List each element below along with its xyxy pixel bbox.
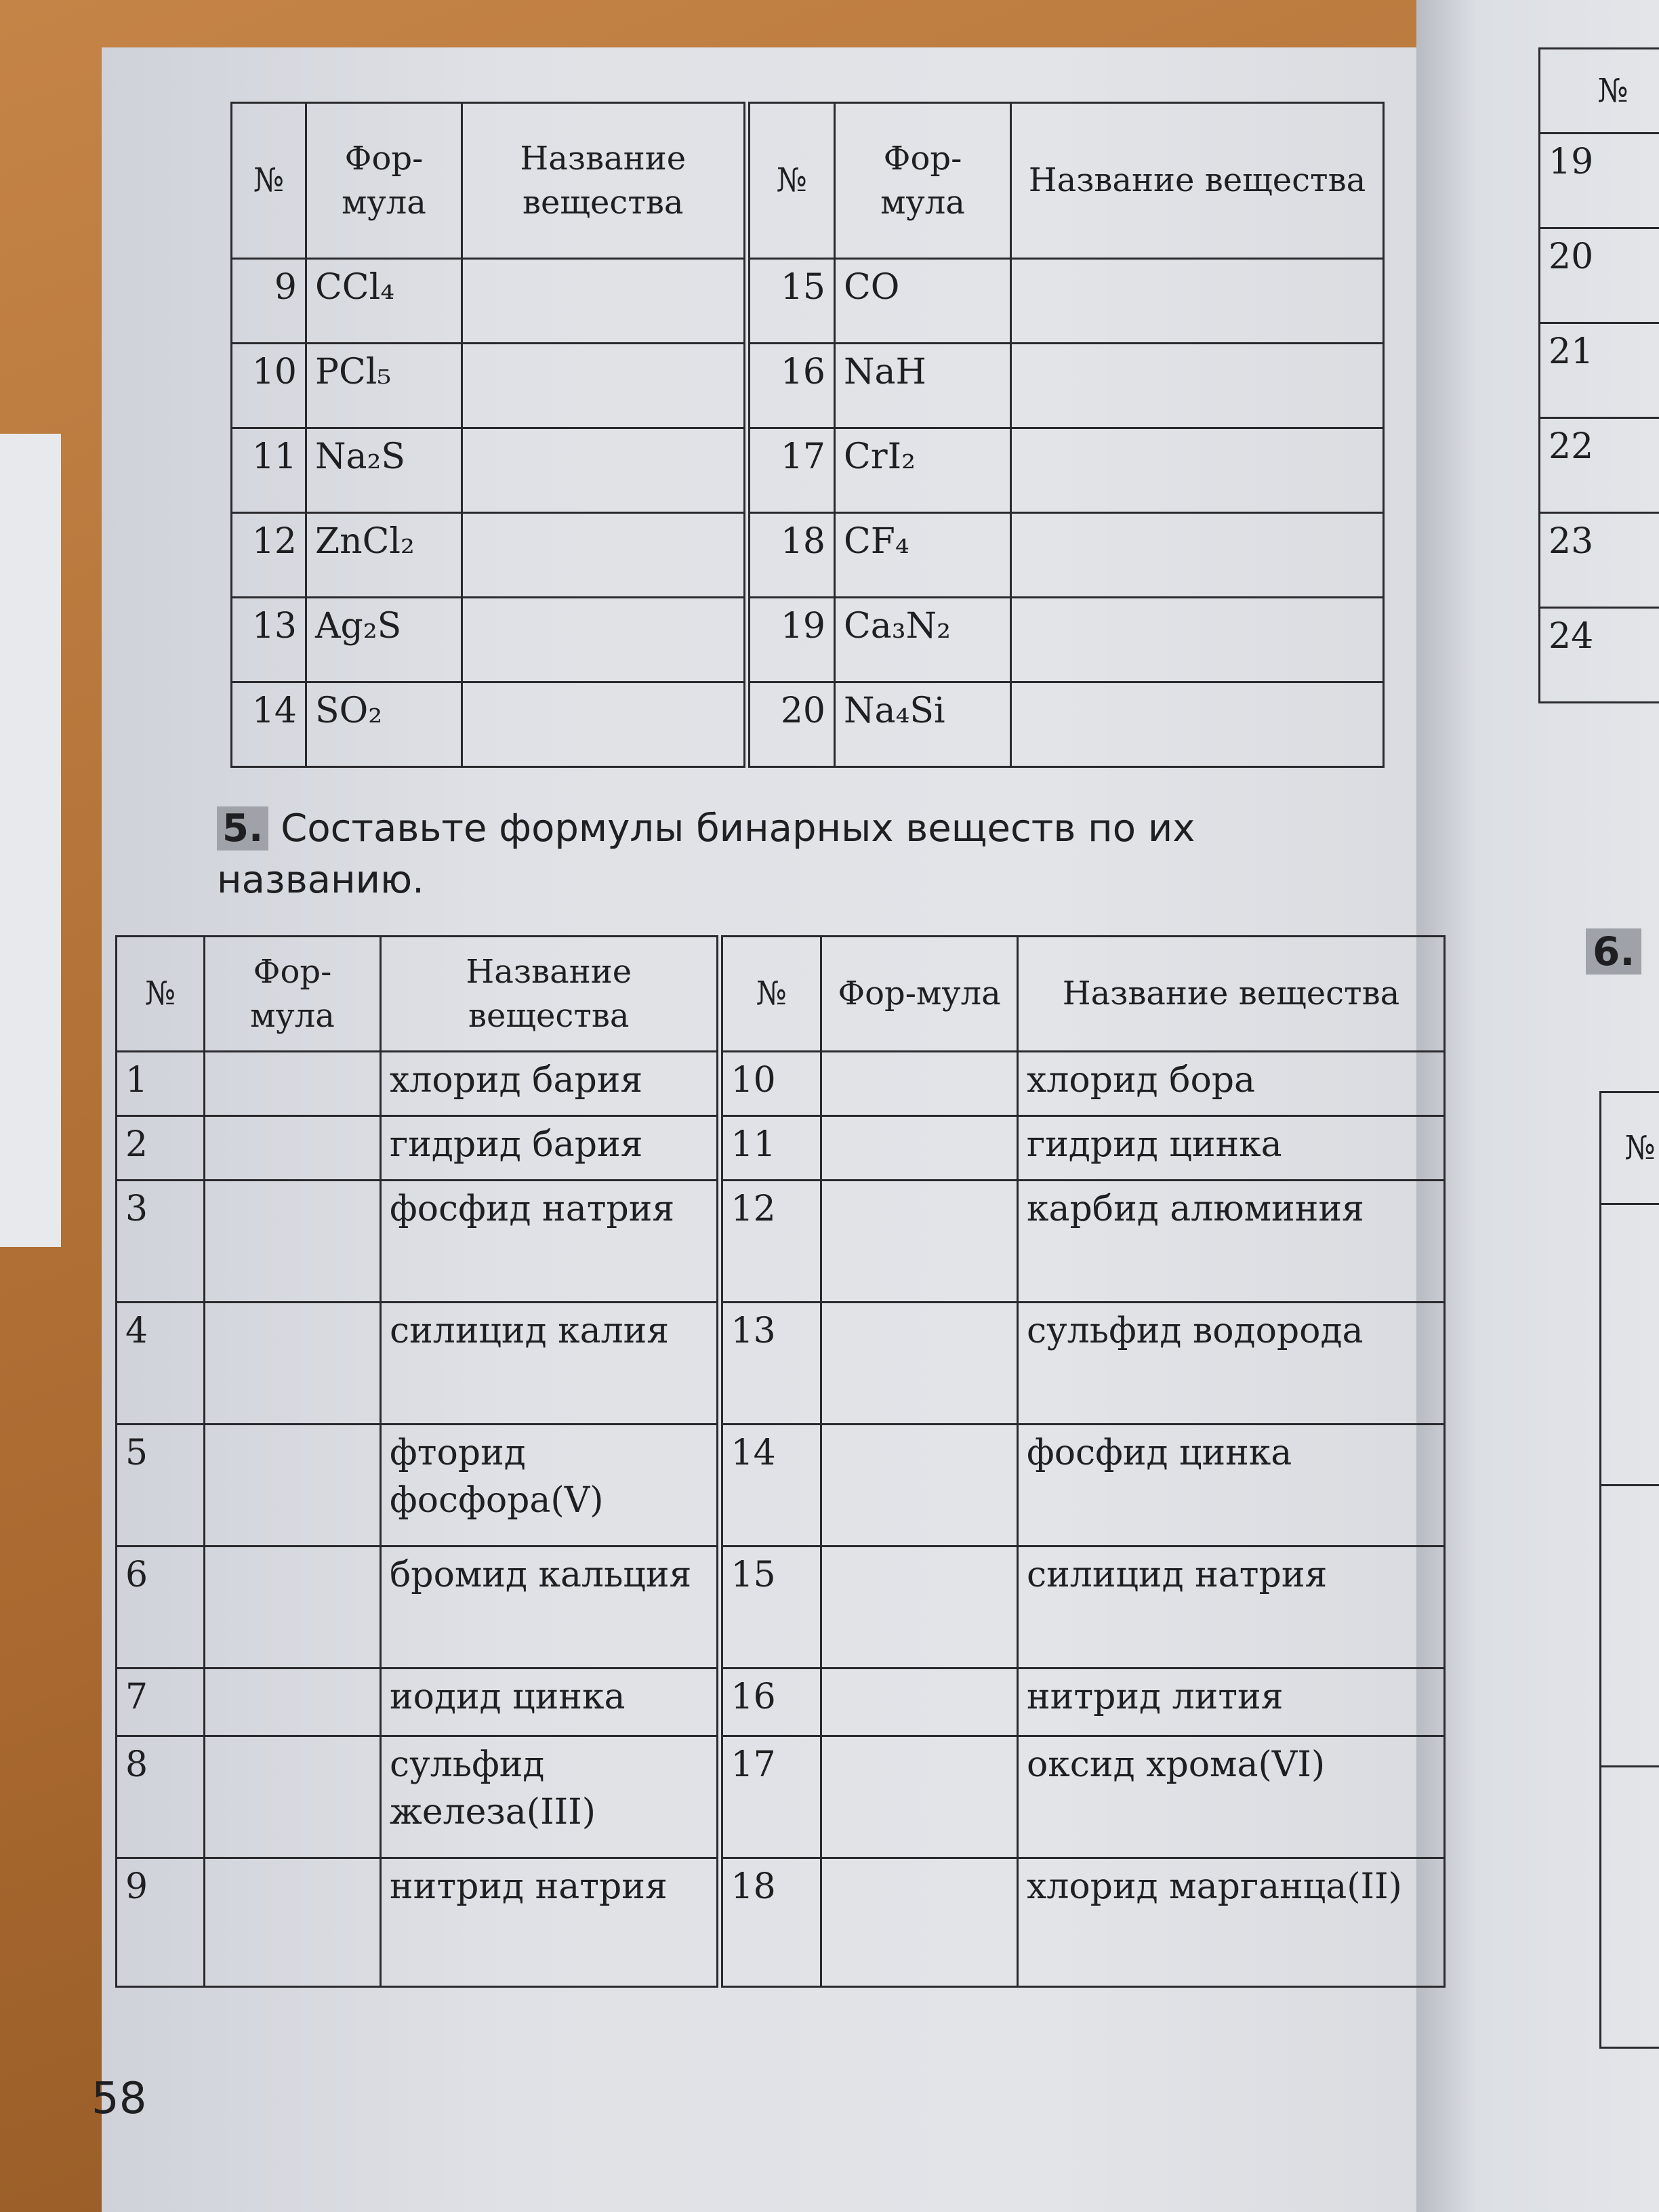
row-number: 20: [747, 682, 835, 767]
formula-cell: Na₄Si: [835, 682, 1011, 767]
row-number: 16: [720, 1668, 821, 1736]
row-number: 19: [747, 598, 835, 682]
answer-cell[interactable]: [462, 682, 747, 767]
answer-cell[interactable]: [1011, 598, 1384, 682]
formula-cell: NaH: [835, 344, 1011, 428]
row-number: 17: [747, 428, 835, 513]
answer-cell[interactable]: [821, 1547, 1018, 1668]
task-6-number: 6.: [1586, 928, 1641, 975]
header-substance-name: Название вещества: [462, 103, 747, 259]
substance-name: бромид кальция: [381, 1547, 720, 1668]
substance-name: сульфид водорода: [1018, 1303, 1445, 1425]
formula-cell: ZnCl₂: [306, 513, 462, 598]
row-number: 5: [117, 1425, 205, 1547]
answer-cell[interactable]: [1011, 682, 1384, 767]
substance-name: хлорид бария: [381, 1052, 720, 1116]
answer-cell[interactable]: [821, 1668, 1018, 1736]
answer-cell[interactable]: [462, 428, 747, 513]
answer-cell[interactable]: [205, 1547, 381, 1668]
row-number: 17: [720, 1736, 821, 1858]
header-formula: Фор-мула: [821, 937, 1018, 1052]
header-number: №: [720, 937, 821, 1052]
right-table-number: 21: [1540, 323, 1659, 418]
right-table-number: 19: [1540, 134, 1659, 228]
answer-cell[interactable]: [821, 1425, 1018, 1547]
formula-cell: SO₂: [306, 682, 462, 767]
formula-cell: Ag₂S: [306, 598, 462, 682]
right-table-number: 22: [1540, 418, 1659, 513]
answer-cell[interactable]: [205, 1181, 381, 1303]
answer-cell[interactable]: [1011, 428, 1384, 513]
right-table-number: 24: [1540, 608, 1659, 703]
row-number: 15: [720, 1547, 821, 1668]
row-number: 16: [747, 344, 835, 428]
table-row: [232, 344, 1384, 428]
formula-to-name-table: [230, 102, 1385, 768]
table-row: [117, 1736, 1445, 1858]
answer-cell[interactable]: [205, 1303, 381, 1425]
table-row: [232, 428, 1384, 513]
answer-cell[interactable]: [821, 1181, 1018, 1303]
right-table-header: №: [1540, 49, 1659, 134]
row-number: 3: [117, 1181, 205, 1303]
formula-cell: PCl₅: [306, 344, 462, 428]
answer-cell[interactable]: [821, 1116, 1018, 1181]
substance-name: гидрид бария: [381, 1116, 720, 1181]
page-number: 58: [91, 2074, 147, 2124]
row-number: 10: [232, 344, 306, 428]
answer-cell[interactable]: [205, 1736, 381, 1858]
right-table-number: 23: [1540, 513, 1659, 608]
table-row: [232, 598, 1384, 682]
table-row: [232, 513, 1384, 598]
right-partial-header: №: [1601, 1092, 1659, 1204]
header-formula: Фор-мула: [306, 103, 462, 259]
answer-cell[interactable]: [462, 513, 747, 598]
answer-cell[interactable]: [205, 1116, 381, 1181]
row-number: 13: [232, 598, 306, 682]
row-number: 11: [232, 428, 306, 513]
formula-cell: CrI₂: [835, 428, 1011, 513]
header-formula: Фор-мула: [205, 937, 381, 1052]
row-number: 11: [720, 1116, 821, 1181]
answer-cell[interactable]: [205, 1858, 381, 1987]
task-5-number: 5.: [217, 806, 268, 851]
header-substance-name: Название вещества: [381, 937, 720, 1052]
answer-cell[interactable]: [205, 1425, 381, 1547]
row-number: 18: [747, 513, 835, 598]
substance-name: фосфид натрия: [381, 1181, 720, 1303]
row-number: 12: [720, 1181, 821, 1303]
answer-cell[interactable]: [462, 344, 747, 428]
row-number: 1: [117, 1052, 205, 1116]
row-number: 14: [232, 682, 306, 767]
task-5-prompt: [217, 803, 1382, 905]
answer-cell[interactable]: [1011, 513, 1384, 598]
header-number: №: [232, 103, 306, 259]
substance-name: силицид калия: [381, 1303, 720, 1425]
answer-cell[interactable]: [821, 1858, 1018, 1987]
table-row: [117, 1052, 1445, 1116]
textbook-page-right: [1416, 0, 1659, 2212]
formula-cell: Ca₃N₂: [835, 598, 1011, 682]
table-row: [117, 1858, 1445, 1987]
answer-cell[interactable]: [205, 1052, 381, 1116]
table-row: [232, 682, 1384, 767]
substance-name: силицид натрия: [1018, 1547, 1445, 1668]
header-substance-name: Название вещества: [1011, 103, 1384, 259]
table-row: [117, 1181, 1445, 1303]
row-number: 9: [232, 259, 306, 344]
row-number: 10: [720, 1052, 821, 1116]
row-number: 2: [117, 1116, 205, 1181]
substance-name: карбид алюминия: [1018, 1181, 1445, 1303]
formula-cell: CO: [835, 259, 1011, 344]
table-row: [117, 1668, 1445, 1736]
substance-name: иодид цинка: [381, 1668, 720, 1736]
substance-name: гидрид цинка: [1018, 1116, 1445, 1181]
substance-name: оксид хрома(VI): [1018, 1736, 1445, 1858]
right-page-table: [1538, 47, 1659, 703]
row-number: 14: [720, 1425, 821, 1547]
header-substance-name: Название вещества: [1018, 937, 1445, 1052]
answer-cell[interactable]: [1011, 344, 1384, 428]
row-number: 15: [747, 259, 835, 344]
right-partial-cell: [1601, 1486, 1659, 1767]
row-number: 4: [117, 1303, 205, 1425]
row-number: 7: [117, 1668, 205, 1736]
row-number: 18: [720, 1858, 821, 1987]
substance-name: фосфид цинка: [1018, 1425, 1445, 1547]
row-number: 8: [117, 1736, 205, 1858]
row-number: 6: [117, 1547, 205, 1668]
table-row: [117, 1303, 1445, 1425]
name-to-formula-table: [115, 935, 1446, 1988]
header-formula: Фор-мула: [835, 103, 1011, 259]
substance-name: нитрид натрия: [381, 1858, 720, 1987]
substance-name: фторид фосфора(V): [381, 1425, 720, 1547]
row-number: 9: [117, 1858, 205, 1987]
answer-cell[interactable]: [205, 1668, 381, 1736]
table-row: [117, 1425, 1445, 1547]
row-number: 13: [720, 1303, 821, 1425]
right-page-partial-table: [1599, 1091, 1659, 2049]
formula-cell: CCl₄: [306, 259, 462, 344]
answer-cell[interactable]: [821, 1052, 1018, 1116]
header-number: №: [747, 103, 835, 259]
answer-cell[interactable]: [821, 1303, 1018, 1425]
right-partial-cell: [1601, 1767, 1659, 2048]
substance-name: сульфид железа(III): [381, 1736, 720, 1858]
formula-cell: CF₄: [835, 513, 1011, 598]
substance-name: хлорид марганца(II): [1018, 1858, 1445, 1987]
right-table-number: 20: [1540, 228, 1659, 323]
right-partial-cell: [1601, 1204, 1659, 1486]
answer-cell[interactable]: [821, 1736, 1018, 1858]
answer-cell[interactable]: [1011, 259, 1384, 344]
row-number: 12: [232, 513, 306, 598]
table-row: [117, 1547, 1445, 1668]
formula-cell: Na₂S: [306, 428, 462, 513]
substance-name: нитрид лития: [1018, 1668, 1445, 1736]
answer-cell[interactable]: [462, 259, 747, 344]
adjacent-paper: [0, 434, 61, 1247]
table-row: [232, 259, 1384, 344]
header-number: №: [117, 937, 205, 1052]
substance-name: хлорид бора: [1018, 1052, 1445, 1116]
answer-cell[interactable]: [462, 598, 747, 682]
table-row: [117, 1116, 1445, 1181]
task-5-text: Составьте формулы бинарных веществ по их названию.: [217, 806, 1195, 902]
